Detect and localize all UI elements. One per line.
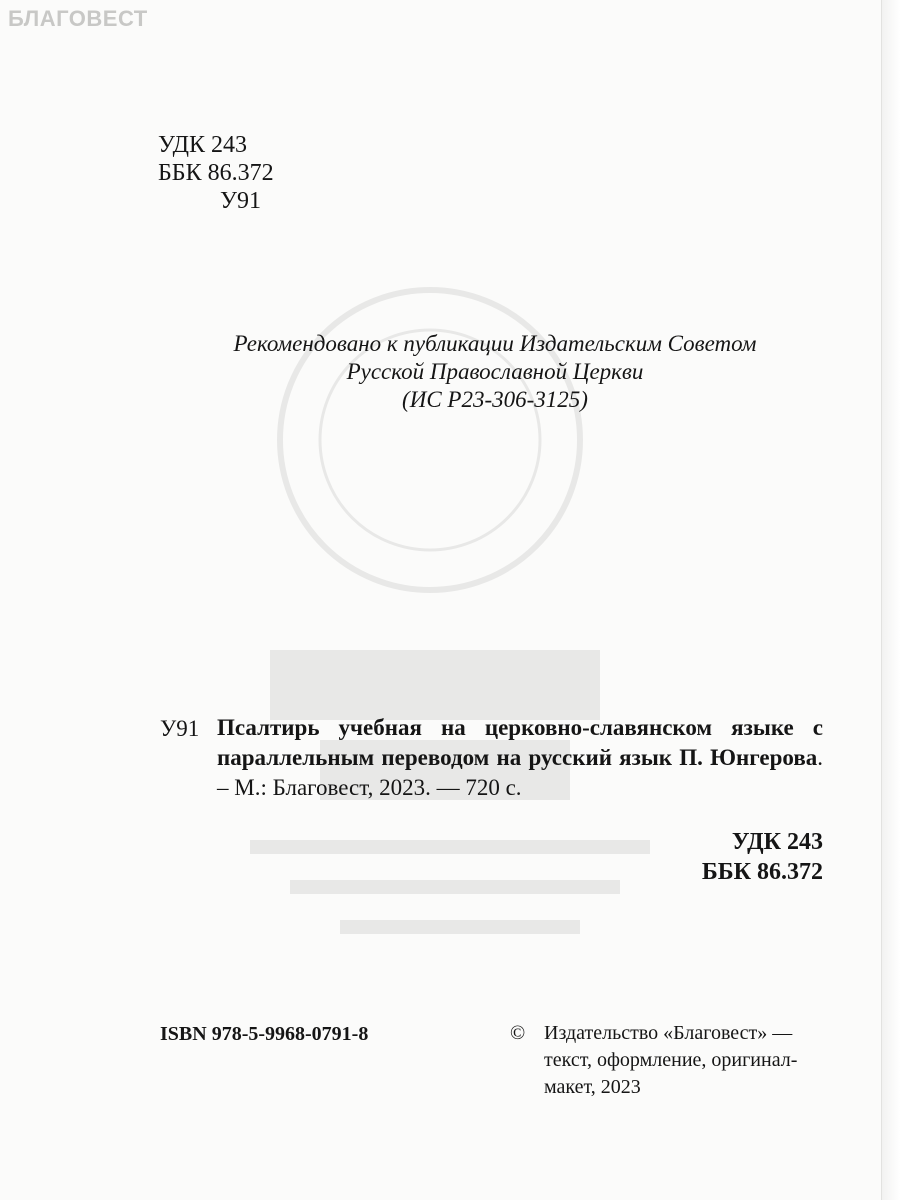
catalog-title: Псалтирь учебная на церковно-славянском языке с параллельным переводом на русский язык П. Юнгерова xyxy=(217,715,823,770)
copyright-line-2: текст, оформление, оригинал- xyxy=(544,1049,798,1071)
copyright-line-3: макет, 2023 xyxy=(544,1076,641,1098)
approval-line-3: (ИС Р23-306-3125) xyxy=(402,387,588,412)
copyright-notice xyxy=(510,1020,826,1101)
catalog-udk: УДК 243 xyxy=(731,829,823,855)
copyright-symbol: © xyxy=(510,1022,526,1044)
catalog-author-sign: У91 xyxy=(160,716,200,741)
catalog-bbk: ББК 86.372 xyxy=(701,859,823,885)
approval-line-2: Русской Православной Церкви xyxy=(346,359,644,384)
catalog-imprint: . – М.: Благовест, 2023. — 720 с. xyxy=(217,745,823,800)
catalog-description xyxy=(217,713,823,803)
udk-code: УДК 243 xyxy=(158,132,247,158)
bbk-code: ББК 86.372 xyxy=(158,160,274,186)
isbn: ISBN 978-5-9968-0791-8 xyxy=(160,1023,369,1045)
page-edge xyxy=(881,0,900,1200)
catalog-indexes xyxy=(702,827,823,887)
publication-approval xyxy=(200,330,790,414)
classification-block xyxy=(158,131,274,215)
author-sign: У91 xyxy=(220,188,261,214)
approval-line-1: Рекомендовано к публикации Издательским Советом xyxy=(233,331,757,356)
copyright-line-1: Издательство «Благовест» — xyxy=(544,1022,793,1044)
watermark-logo: БЛАГОВЕСТ xyxy=(8,6,148,31)
